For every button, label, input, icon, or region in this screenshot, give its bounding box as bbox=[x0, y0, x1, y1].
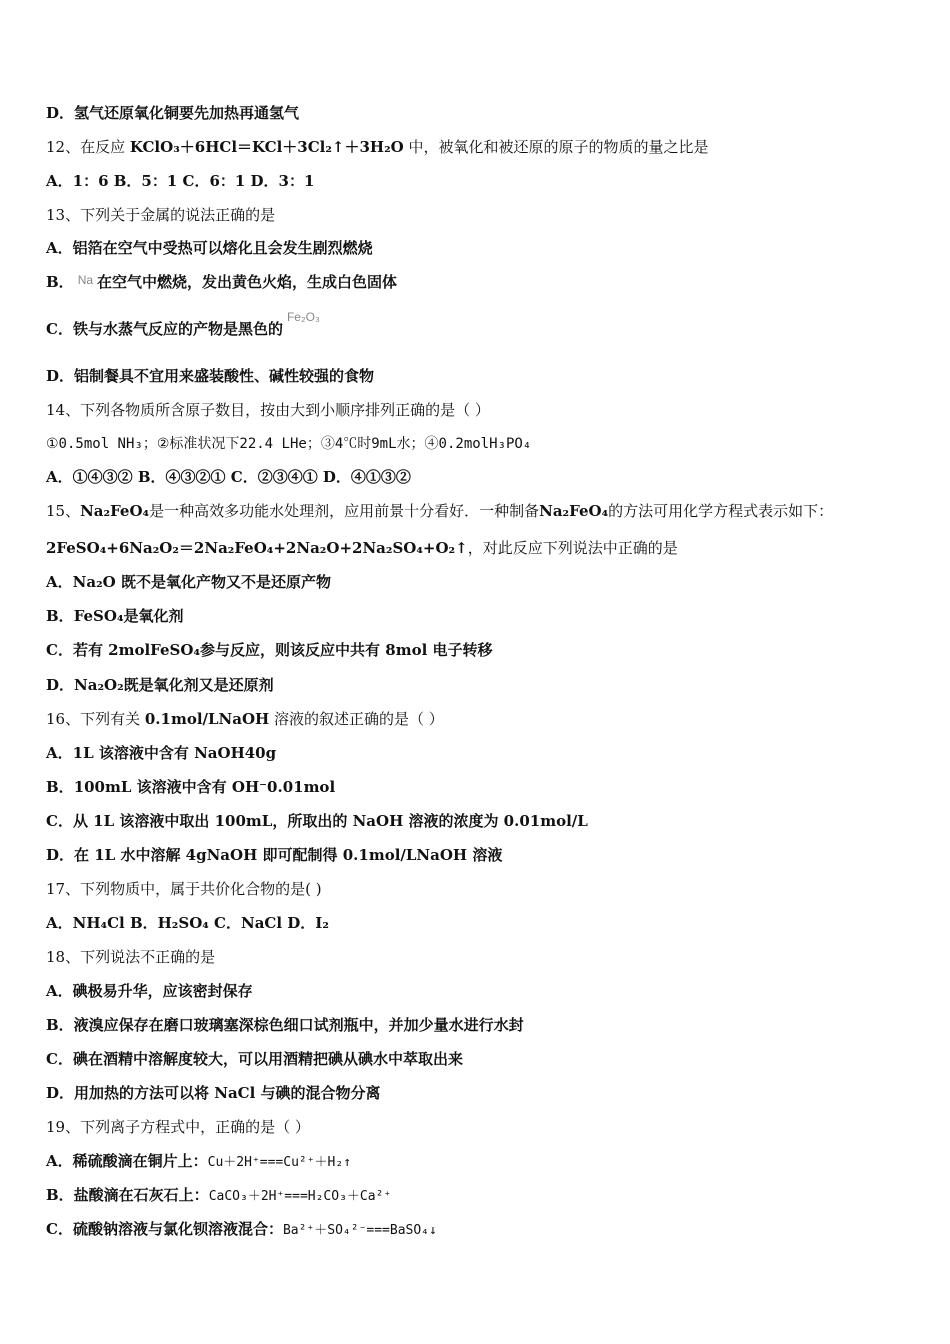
q16-option-b: B．100mL 该溶液中含有 OH⁻0.01mol bbox=[46, 778, 336, 796]
na-symbol: Na bbox=[77, 273, 94, 287]
q14-items: ①0.5mol NH₃；②标准状况下22.4 LHe；③4℃时9mL水；④0.2molH₃PO₄ bbox=[46, 436, 532, 452]
q17-options: A．NH₄Cl B．H₂SO₄ C．NaCl D．I₂ bbox=[46, 914, 329, 932]
question-13: 13、下列关于金属的说法正确的是 bbox=[46, 206, 276, 224]
q13-option-b: B． $^{Na}$ 在空气中燃烧，发出黄色火焰，生成白色固体 bbox=[46, 273, 398, 291]
q19-option-a: A．稀硫酸滴在铜片上：Cu＋2H⁺===Cu²⁺＋H₂↑ bbox=[46, 1152, 352, 1170]
q16-option-c: C．从 1L 该溶液中取出 100mL，所取出的 NaOH 溶液的浓度为 0.01mol/L bbox=[46, 812, 588, 830]
q15-option-a: A．Na₂O 既不是氧化产物又不是还原产物 bbox=[46, 573, 331, 591]
q18-option-d: D．用加热的方法可以将 NaCl 与碘的混合物分离 bbox=[46, 1084, 381, 1102]
question-17: 17、下列物质中，属于共价化合物的是( ) bbox=[46, 880, 322, 898]
question-18: 18、下列说法不正确的是 bbox=[46, 948, 216, 966]
question-12: 12、在反应 KClO₃＋6HCl＝KCl＋3Cl₂↑＋3H₂O 中，被氧化和被还原的原子的物质的量之比是 bbox=[46, 138, 709, 156]
q16-option-d: D．在 1L 水中溶解 4gNaOH 即可配制得 0.1mol/LNaOH 溶液 bbox=[46, 846, 503, 864]
question-16: 16、下列有关 0.1mol/LNaOH 溶液的叙述正确的是（ ） bbox=[46, 710, 444, 728]
q15-option-c: C．若有 2molFeSO₄参与反应，则该反应中共有 8mol 电子转移 bbox=[46, 641, 493, 659]
q19-option-b: B．盐酸滴在石灰石上：CaCO₃＋2H⁺===H₂CO₃＋Ca²⁺ bbox=[46, 1186, 392, 1204]
q15-equation: 2FeSO₄+6Na₂O₂＝2Na₂FeO₄+2Na₂O+2Na₂SO₄+O₂↑，对此反应下列说法中正确的是 bbox=[46, 539, 678, 557]
q15-option-b: B．FeSO₄是氧化剂 bbox=[46, 607, 184, 625]
question-15: 15、Na₂FeO₄是一种高效多功能水处理剂，应用前景十分看好．一种制备Na₂FeO₄的方法可用化学方程式表示如下： bbox=[46, 502, 834, 520]
q19-option-c: C．硫酸钠溶液与氯化钡溶液混合：Ba²⁺＋SO₄²⁻===BaSO₄↓ bbox=[46, 1220, 437, 1238]
q13-option-c: C．铁与水蒸气反应的产物是黑色的$^{Fe_2O_3}$ bbox=[46, 310, 320, 338]
q13-option-a: A．铝箔在空气中受热可以熔化且会发生剧烈燃烧 bbox=[46, 239, 373, 257]
q11-option-d: D．氢气还原氧化铜要先加热再通氢气 bbox=[46, 104, 300, 122]
fe2o3-symbol: Fe₂O₃ bbox=[286, 310, 320, 324]
q16-option-a: A．1L 该溶液中含有 NaOH40g bbox=[46, 744, 277, 762]
question-14: 14、下列各物质所含原子数目，按由大到小顺序排列正确的是（ ） bbox=[46, 401, 490, 419]
q13-option-d: D．铝制餐具不宜用来盛装酸性、碱性较强的食物 bbox=[46, 367, 375, 385]
q18-option-c: C．碘在酒精中溶解度较大，可以用酒精把碘从碘水中萃取出来 bbox=[46, 1050, 463, 1068]
q14-options: A．①④③② B．④③②① C．②③④① D．④①③② bbox=[46, 468, 411, 486]
q18-option-a: A．碘极易升华，应该密封保存 bbox=[46, 982, 253, 1000]
q18-option-b: B．液溴应保存在磨口玻璃塞深棕色细口试剂瓶中，并加少量水进行水封 bbox=[46, 1016, 524, 1034]
q12-options: A．1：6 B．5：1 C．6：1 D．3：1 bbox=[46, 172, 315, 190]
q15-option-d: D．Na₂O₂既是氧化剂又是还原剂 bbox=[46, 676, 274, 694]
question-19: 19、下列离子方程式中，正确的是（ ） bbox=[46, 1118, 310, 1136]
